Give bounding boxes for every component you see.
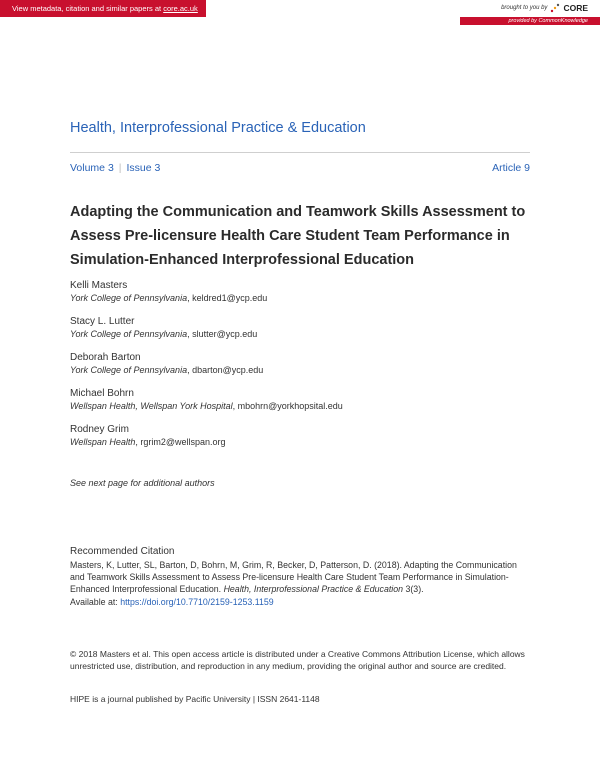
author-name[interactable]: Deborah Barton — [70, 352, 141, 363]
affiliation-name: Wellspan Health — [70, 437, 136, 447]
issue-row — [70, 162, 530, 174]
doi-link[interactable]: https://doi.org/10.7710/2159-1253.1159 — [120, 596, 274, 607]
author-affiliation — [70, 400, 530, 412]
core-logo-text: CORE — [563, 3, 588, 13]
author-name[interactable]: Stacy L. Lutter — [70, 316, 135, 327]
author-email: , rgrim2@wellspan.org — [135, 437, 226, 447]
affiliation-name: York College of Pennsylvania — [70, 293, 188, 303]
author-email: , dbarton@ycp.edu — [187, 365, 264, 375]
author-email: , mbohrn@yorkhopsital.edu — [232, 401, 343, 411]
citation-heading: Recommended Citation — [70, 546, 175, 557]
authors-list — [70, 279, 530, 459]
publisher-line: HIPE is a journal published by Pacific University | ISSN 2641-1148 — [70, 694, 320, 704]
affiliation-name: York College of Pennsylvania — [70, 365, 188, 375]
article-title[interactable]: Adapting the Communication and Teamwork Skills Assessment to Assess Pre-licensure Health Care Student Team Performance in Simulation-Enhanced Interprofessional Education — [70, 204, 526, 268]
divider — [70, 152, 530, 153]
author-entry — [70, 387, 530, 412]
citation-text: Masters, K, Lutter, SL, Barton, D, Bohrn, M, Grim, R, Becker, D, Patterson, D. (2018). Adapting the Communication and Teamwork Skills Assessment to Assess Pre-licensure Health Care Student Team Performance in Simulation-Enhanced Interprofessional Education. — [70, 560, 517, 595]
volume-link[interactable]: Volume 3 — [70, 162, 114, 174]
separator: | — [118, 162, 122, 174]
citation-body — [70, 559, 532, 608]
author-email: , keldred1@ycp.edu — [187, 293, 268, 303]
brought-to-you-text: brought to you by — [501, 5, 548, 11]
license-statement: © 2018 Masters et al. This open access article is distributed under a Creative Commons Attribution License, which allows unrestricted use, distribution, and reproduction in any medium, providing the original author and source are credited. — [70, 649, 525, 671]
author-entry — [70, 279, 530, 304]
author-affiliation — [70, 436, 530, 448]
author-name[interactable]: Michael Bohrn — [70, 388, 134, 399]
core-brought-by[interactable] — [501, 3, 588, 13]
see-next-page-note: See next page for additional authors — [70, 478, 215, 488]
author-entry — [70, 423, 530, 448]
author-email: , slutter@ycp.edu — [187, 329, 258, 339]
citation-volume: 3(3). — [403, 584, 424, 595]
core-logo-icon — [550, 3, 560, 13]
provided-by-banner: provided by CommonKnowledge — [460, 17, 600, 25]
core-banner-text: View metadata, citation and similar papers at — [12, 4, 164, 13]
affiliation-name: Wellspan Health, Wellspan York Hospital — [70, 401, 233, 411]
author-affiliation — [70, 328, 530, 340]
affiliation-name: York College of Pennsylvania — [70, 329, 188, 339]
citation-journal: Health, Interprofessional Practice & Education — [223, 584, 404, 595]
article-number[interactable]: Article 9 — [492, 162, 530, 174]
author-affiliation — [70, 364, 530, 376]
author-entry — [70, 351, 530, 376]
author-name[interactable]: Kelli Masters — [70, 280, 128, 291]
journal-name[interactable]: Health, Interprofessional Practice & Education — [70, 120, 366, 136]
author-name[interactable]: Rodney Grim — [70, 424, 129, 435]
issue-link[interactable]: Issue 3 — [126, 162, 161, 174]
available-at-label: Available at: — [70, 596, 121, 607]
core-link[interactable]: core.ac.uk — [163, 4, 198, 13]
core-metadata-banner — [0, 0, 206, 17]
author-affiliation — [70, 292, 530, 304]
author-entry — [70, 315, 530, 340]
